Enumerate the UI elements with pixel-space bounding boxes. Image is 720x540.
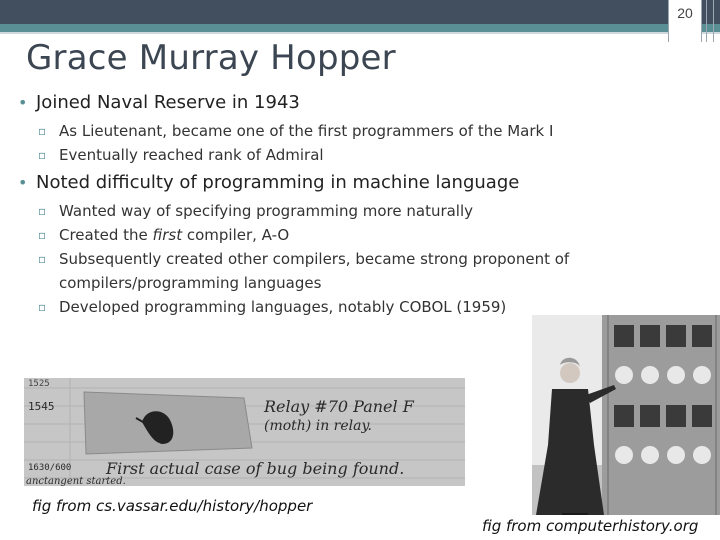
caption-right: fig from computerhistory.org xyxy=(482,517,699,535)
bullet-2: • Noted difficulty of programming in machine language xyxy=(16,170,656,196)
title-underline xyxy=(0,32,720,34)
side-decoration xyxy=(706,0,714,42)
logbook-note-1: Relay #70 Panel F xyxy=(264,397,414,416)
sub-bullet: ▫ Eventually reached rank of Admiral xyxy=(16,143,656,167)
hopper-photo xyxy=(532,315,720,515)
slide-title: Grace Murray Hopper xyxy=(26,38,396,78)
emphasis-first: first xyxy=(152,226,183,244)
sub-bullet: ▫ Developed programming languages, notably COBOL (1959) xyxy=(16,295,656,319)
sub-bullet-text-b: compiler, A-O xyxy=(182,226,290,244)
header-accent xyxy=(0,24,720,32)
sub-bullet xyxy=(16,223,656,247)
header-bar xyxy=(0,0,720,24)
slide-number: 20 xyxy=(677,5,693,21)
logbook-time: 1545 xyxy=(28,400,55,413)
logbook-note-5: anctangent started. xyxy=(26,476,126,486)
logbook-time-top: 1525 xyxy=(28,379,50,389)
logbook-note-2: (moth) in relay. xyxy=(264,418,372,434)
sub-bullet-text-a: Created the xyxy=(59,226,153,244)
sub-bullet: ▫ Wanted way of specifying programming more naturally xyxy=(16,199,656,223)
logbook-note-3: First actual case of bug being found. xyxy=(106,459,405,478)
logbook-note-4: 1630/600 xyxy=(28,463,72,473)
sub-bullet: ▫ As Lieutenant, became one of the first programmers of the Mark I xyxy=(16,119,656,143)
bullet-list xyxy=(16,90,656,319)
logbook-photo xyxy=(24,378,465,486)
caption-left: fig from cs.vassar.edu/history/hopper xyxy=(32,497,313,515)
bullet-1: • Joined Naval Reserve in 1943 xyxy=(16,90,656,116)
sub-bullet: ▫ Subsequently created other compilers, became strong proponent of compilers/programming languages xyxy=(16,247,616,295)
